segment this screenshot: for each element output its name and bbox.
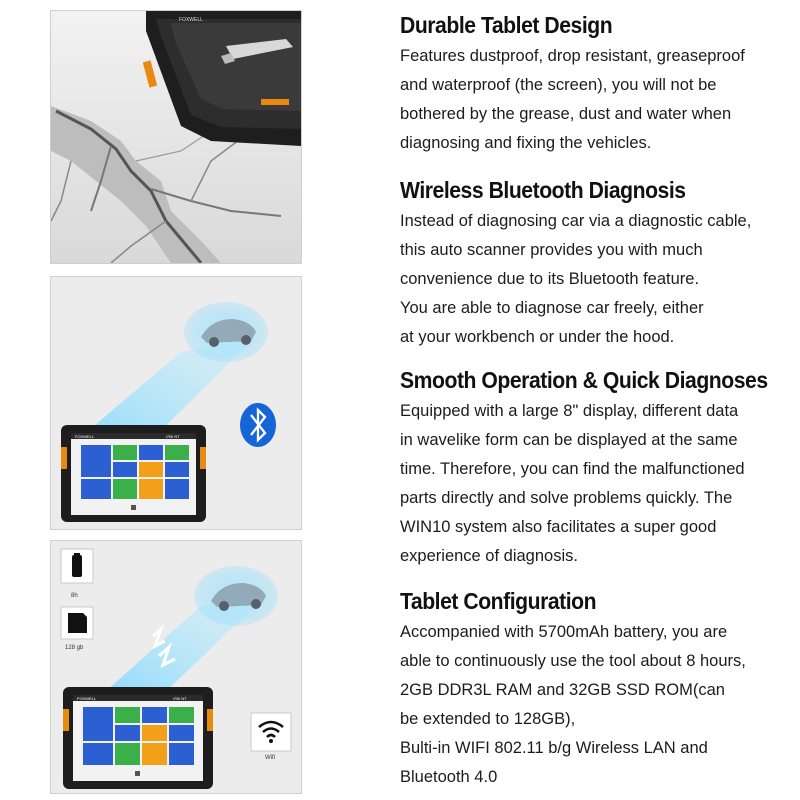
body-line: bothered by the grease, dust and water when [400, 105, 732, 123]
section-title: Tablet Configuration [400, 588, 597, 614]
sd-card-icon [61, 607, 93, 639]
body-line: convenience due to its Bluetooth feature. [400, 270, 700, 288]
body-line: able to continuously use the tool about 8 hours, [400, 652, 746, 670]
section-title: Smooth Operation & Quick Diagnoses [400, 367, 768, 393]
tablet-configuration-image [50, 540, 302, 794]
diagnostic-tablet [63, 687, 213, 789]
body-line: parts directly and solve problems quickly. The [400, 489, 733, 507]
bluetooth-illustration [51, 277, 301, 529]
body-line: Equipped with a large 8" display, different data [400, 402, 739, 420]
body-line: Features dustproof, drop resistant, greaseproof [400, 47, 745, 65]
battery-icon [61, 549, 93, 583]
body-line: at your workbench or under the hood. [400, 328, 675, 346]
section-tablet-configuration [400, 588, 795, 792]
section-smooth-operation [400, 367, 795, 571]
body-line: Bulti-in WIFI 802.11 b/g Wireless LAN and [400, 739, 708, 757]
body-line: in wavelike form can be displayed at the same [400, 431, 738, 449]
body-line: Instead of diagnosing car via a diagnostic cable, [400, 212, 752, 230]
configuration-illustration [51, 541, 301, 793]
tablet-model-label: i70ll NT [173, 696, 187, 701]
diagnostic-tablet [61, 425, 206, 522]
wifi-icon [251, 713, 291, 751]
body-line: Accompanied with 5700mAh battery, you are [400, 623, 728, 641]
body-line: You are able to diagnose car freely, either [400, 299, 704, 317]
body-line: experience of diagnosis. [400, 547, 578, 565]
bluetooth-icon [240, 403, 276, 447]
body-line: time. Therefore, you can find the malfunctioned [400, 460, 745, 478]
cracked-ground-illustration [51, 11, 301, 263]
wifi-label: Wifi [265, 755, 275, 761]
tablet-brand-label: FOXWELL [77, 696, 97, 701]
tablet-brand-top: FOXWELL [179, 17, 203, 23]
tablet-model-label: i70ll NT [166, 434, 180, 439]
body-line: this auto scanner provides you with much [400, 241, 703, 259]
bluetooth-diagnosis-image [50, 276, 302, 530]
section-bluetooth-diagnosis [400, 177, 795, 352]
section-title: Wireless Bluetooth Diagnosis [400, 177, 686, 203]
body-line: 2GB DDR3L RAM and 32GB SSD ROM(can [400, 681, 725, 699]
body-line: be extended to 128GB), [400, 710, 576, 728]
section-durable-design [400, 12, 795, 158]
body-line: diagnosing and fixing the vehicles. [400, 134, 652, 152]
tablet-brand-label: FOXWELL [75, 434, 95, 439]
body-line: and waterproof (the screen), you will not be [400, 76, 717, 94]
section-title: Durable Tablet Design [400, 12, 613, 38]
body-line: Bluetooth 4.0 [400, 768, 498, 786]
sd-card-label: 128 gb [65, 645, 84, 651]
battery-label: 8h [71, 593, 78, 599]
body-line: WIN10 system also facilitates a super good [400, 518, 717, 536]
durable-tablet-image [50, 10, 302, 264]
